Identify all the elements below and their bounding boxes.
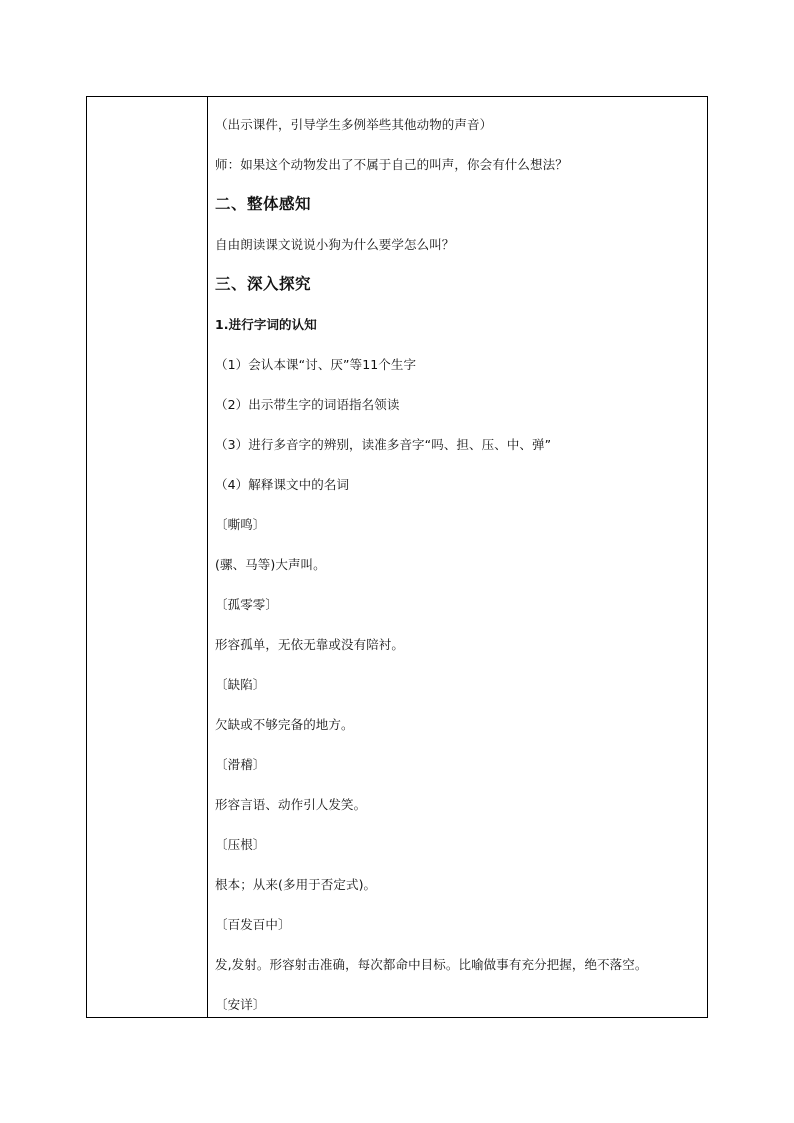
courseware-note: （出示课件，引导学生多例举些其他动物的声音） xyxy=(215,117,493,132)
left-column-cell xyxy=(86,96,207,1018)
teacher-question: 师：如果这个动物发出了不属于自己的叫声，你会有什么想法？ xyxy=(215,157,568,172)
section-heading-deep-exploration: 三、深入探究 xyxy=(215,275,312,293)
step-3: （3）进行多音字的辨别，读准多音字“吗、担、压、中、弹” xyxy=(215,437,552,452)
vocab-term: 〔孤零零〕 xyxy=(215,597,279,612)
vocab-term: 〔百发百中〕 xyxy=(215,917,291,932)
vocab-definition: (骡、马等)大声叫。 xyxy=(215,557,326,572)
step-1: （1）会认本课“讨、厌”等11个生字 xyxy=(215,357,417,372)
section-heading-overall-perception: 二、整体感知 xyxy=(215,195,312,213)
lesson-content-cell xyxy=(215,96,703,1018)
vocab-term: 〔嘶鸣〕 xyxy=(215,517,266,532)
vocab-definition: 根本；从来(多用于否定式)。 xyxy=(215,877,377,892)
vocab-definition: 形容言语、动作引人发笑。 xyxy=(215,797,367,812)
vocab-definition: 形容孤单，无依无靠或没有陪衬。 xyxy=(215,637,405,652)
free-reading-task: 自由朗读课文说说小狗为什么要学怎么叫？ xyxy=(215,237,455,252)
vocab-definition: 发,发射。形容射击准确，每次都命中目标。比喻做事有充分把握，绝不落空。 xyxy=(215,957,648,972)
vocab-term: 〔缺陷〕 xyxy=(215,677,266,692)
subsection-word-recognition: 1.进行字词的认知 xyxy=(215,317,317,332)
column-divider xyxy=(207,96,208,1018)
vocab-term: 〔安详〕 xyxy=(215,997,266,1012)
step-4: （4）解释课文中的名词 xyxy=(215,477,350,492)
vocab-term: 〔滑稽〕 xyxy=(215,757,266,772)
vocab-term: 〔压根〕 xyxy=(215,837,266,852)
step-2: （2）出示带生字的词语指名领读 xyxy=(215,397,400,412)
vocab-definition: 欠缺或不够完备的地方。 xyxy=(215,717,354,732)
